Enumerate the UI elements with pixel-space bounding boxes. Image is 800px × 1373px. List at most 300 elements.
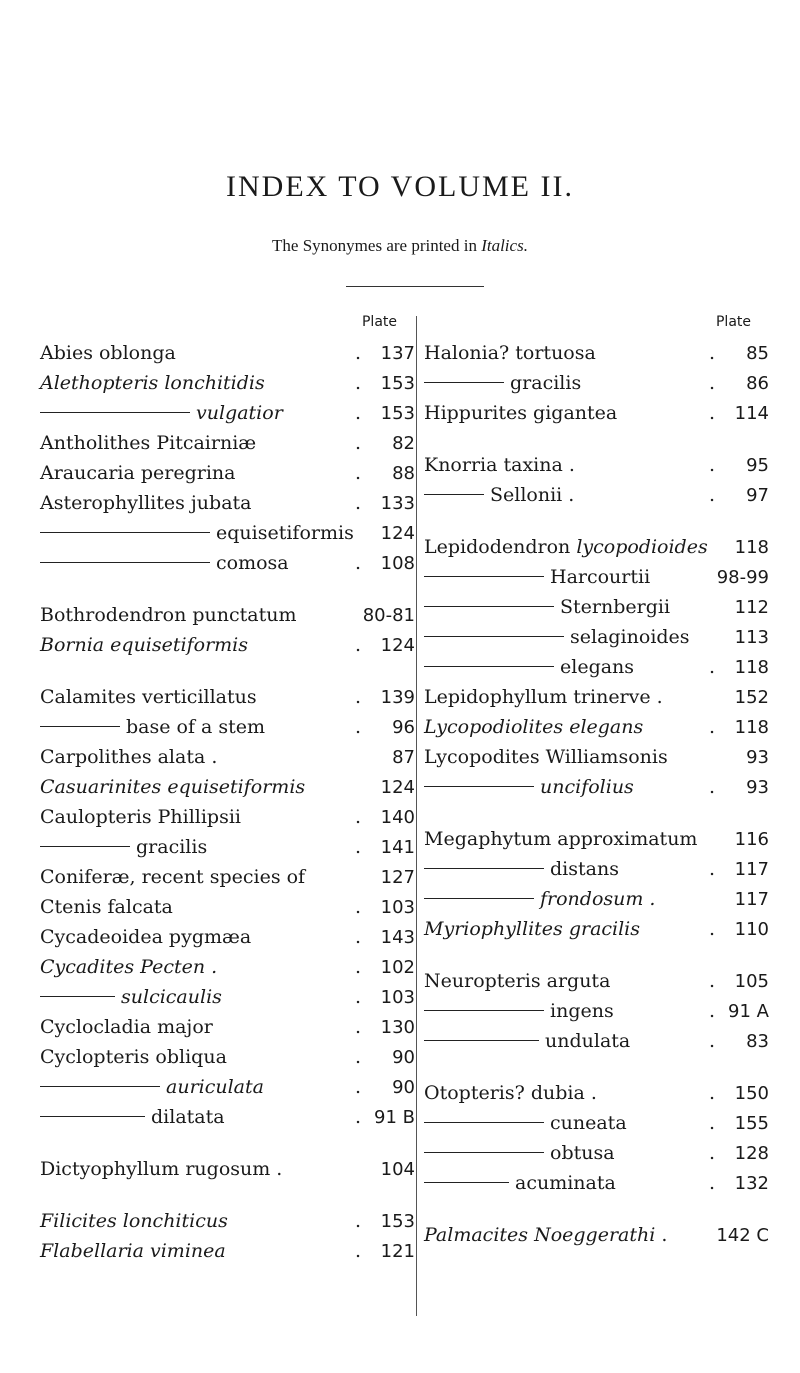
entry-text: equisetiformis [216, 522, 354, 544]
entry-text: Abies oblonga [40, 342, 176, 364]
entry-name [424, 480, 697, 510]
leader-dot: . [354, 1016, 362, 1038]
entry-text: Cycadites Pecten . [40, 956, 218, 978]
entry-text: distans [550, 858, 619, 880]
index-entry [40, 548, 415, 578]
index-entry [40, 1102, 415, 1132]
index-entry [40, 518, 415, 548]
plate-heading-right: Plate [715, 314, 751, 330]
plate-number: 118 [734, 717, 769, 738]
entry-text: Araucaria peregrina [40, 462, 236, 484]
ditto-dash [40, 562, 210, 563]
entry-name [424, 562, 687, 592]
index-entry [424, 824, 769, 854]
plate-number: 130 [380, 1017, 415, 1038]
entry-name [424, 854, 697, 884]
entry-text: Bothrodendron punctatum [40, 604, 297, 626]
plate-number: 152 [734, 687, 769, 708]
index-entry [40, 1072, 415, 1102]
entry-text: Sellonii . [490, 484, 575, 506]
ditto-dash [40, 1116, 145, 1117]
index-entry [424, 1138, 769, 1168]
ditto-dash [40, 1086, 160, 1087]
entry-name [40, 1206, 343, 1236]
entry-name [424, 592, 697, 622]
entry-text: base of a stem [126, 716, 266, 738]
entry-text-rest: . [655, 1224, 668, 1246]
entry-name [424, 1078, 697, 1108]
ditto-dash [424, 1010, 544, 1011]
subtitle [0, 236, 800, 256]
entry-text: comosa [216, 552, 289, 574]
entry-name [424, 682, 697, 712]
entry-name [40, 1102, 343, 1132]
plate-number: 141 [380, 837, 415, 858]
entry-name [40, 518, 354, 548]
entry-name [424, 712, 697, 742]
section-gap [40, 578, 415, 600]
entry-name [40, 398, 343, 428]
ditto-dash [40, 996, 115, 997]
section-gap [424, 1056, 769, 1078]
plate-number: 105 [734, 971, 769, 992]
plate-number: 97 [746, 485, 769, 506]
ditto-dash [40, 532, 210, 533]
ditto-dash [424, 1182, 509, 1183]
index-entry [424, 368, 769, 398]
leader-dot: . [708, 656, 716, 678]
index-entry [40, 922, 415, 952]
index-entry [424, 1168, 769, 1198]
index-entry [424, 712, 769, 742]
entry-text: ingens [550, 1000, 614, 1022]
entry-text: frondosum . [540, 888, 656, 910]
leader-dot: . [354, 1046, 362, 1068]
entry-text: Casuarinites equisetiformis [40, 776, 306, 798]
index-entry [40, 862, 415, 892]
leader-dot: . [708, 1082, 716, 1104]
index-entry [424, 532, 769, 562]
leader-dot: . [354, 634, 362, 656]
plate-number: 82 [392, 433, 415, 454]
index-entry [424, 592, 769, 622]
entry-name [424, 338, 697, 368]
plate-number: 83 [746, 1031, 769, 1052]
plate-number: 110 [734, 919, 769, 940]
leader-dot: . [354, 896, 362, 918]
entry-text: Dictyophyllum rugosum . [40, 1158, 283, 1180]
entry-text: Neuropteris arguta [424, 970, 611, 992]
plate-number: 117 [734, 889, 769, 910]
plate-number: 121 [380, 1241, 415, 1262]
plate-number: 127 [380, 867, 415, 888]
plate-number: 98-99 [716, 567, 769, 588]
leader-dot: . [708, 484, 716, 506]
plate-number: 103 [380, 897, 415, 918]
plate-number: 91 B [374, 1107, 415, 1128]
entry-text: Halonia? tortuosa [424, 342, 596, 364]
leader-dot: . [708, 342, 716, 364]
plate-number: 88 [392, 463, 415, 484]
entry-text: Carpolithes alata . [40, 746, 218, 768]
index-entry [40, 458, 415, 488]
entry-text: gracilis [136, 836, 208, 858]
leader-dot: . [708, 402, 716, 424]
entry-name [424, 1138, 697, 1168]
leader-dot: . [354, 492, 362, 514]
entry-text: Lycopodites Williamsonis [424, 746, 668, 768]
plate-number: 96 [392, 717, 415, 738]
subtitle-italic-word: Italics. [481, 236, 528, 255]
leader-dot: . [354, 1240, 362, 1262]
leader-dot: . [354, 926, 362, 948]
entry-text: Alethopteris lonchitidis [40, 372, 265, 394]
index-entry [424, 914, 769, 944]
index-entry [40, 802, 415, 832]
plate-number: 132 [734, 1173, 769, 1194]
index-entry [40, 338, 415, 368]
entry-text: Knorria taxina . [424, 454, 575, 476]
plate-number: 112 [734, 597, 769, 618]
plate-number: 155 [734, 1113, 769, 1134]
plate-number: 153 [380, 403, 415, 424]
entry-name [424, 532, 708, 562]
entry-name [424, 772, 697, 802]
leader-dot: . [354, 432, 362, 454]
index-entry [424, 398, 769, 428]
ditto-dash [424, 898, 534, 899]
index-entry [424, 1078, 769, 1108]
entry-name [424, 1026, 697, 1056]
plate-number: 93 [746, 777, 769, 798]
plate-number: 80-81 [362, 605, 415, 626]
index-entry [40, 428, 415, 458]
plate-number: 117 [734, 859, 769, 880]
index-entry [424, 450, 769, 480]
index-entry [424, 1026, 769, 1056]
entry-name [40, 630, 343, 660]
entry-text: Cyclopteris obliqua [40, 1046, 227, 1068]
ditto-dash [424, 1152, 544, 1153]
index-entry [40, 982, 415, 1012]
entry-name [424, 450, 697, 480]
index-entry [40, 488, 415, 518]
plate-number: 142 C [716, 1225, 769, 1246]
leader-dot: . [354, 342, 362, 364]
index-entry [424, 884, 769, 914]
index-entry [40, 368, 415, 398]
plate-number: 124 [380, 777, 415, 798]
entry-name [424, 884, 697, 914]
section-gap [40, 1184, 415, 1206]
entry-text: acuminata [515, 1172, 616, 1194]
leader-dot: . [708, 1172, 716, 1194]
entry-text-italic: lycopodioides [576, 536, 708, 558]
leader-dot: . [354, 686, 362, 708]
index-entry [40, 630, 415, 660]
ditto-dash [424, 868, 544, 869]
entry-name [40, 488, 343, 518]
plate-heading-left: Plate [361, 314, 397, 330]
entry-text: dilatata [151, 1106, 225, 1128]
index-entry [40, 832, 415, 862]
section-gap [424, 1198, 769, 1220]
plate-number: 85 [746, 343, 769, 364]
plate-number: 113 [734, 627, 769, 648]
leader-dot: . [708, 1000, 716, 1022]
entry-name [40, 428, 343, 458]
entry-text: Coniferæ, recent species of [40, 866, 306, 888]
entry-name [40, 338, 343, 368]
index-entry [424, 338, 769, 368]
ditto-dash [424, 786, 534, 787]
leader-dot: . [354, 552, 362, 574]
index-entry [424, 742, 769, 772]
leader-dot: . [708, 970, 716, 992]
section-gap [424, 944, 769, 966]
leader-dot: . [708, 372, 716, 394]
entry-name [40, 802, 343, 832]
entry-name [424, 622, 697, 652]
entry-text: undulata [545, 1030, 631, 1052]
entry-name [40, 982, 343, 1012]
entry-text: Flabellaria viminea [40, 1240, 226, 1262]
entry-text: Cycadeoidea pygmæa [40, 926, 252, 948]
plate-number: 133 [380, 493, 415, 514]
plate-number: 114 [734, 403, 769, 424]
leader-dot: . [708, 1030, 716, 1052]
entry-name [40, 548, 343, 578]
index-entry [40, 1206, 415, 1236]
entry-name [40, 1012, 343, 1042]
entry-name [40, 1042, 343, 1072]
section-gap [40, 660, 415, 682]
entry-text: gracilis [510, 372, 582, 394]
leader-dot: . [354, 806, 362, 828]
plate-number: 143 [380, 927, 415, 948]
plate-number: 102 [380, 957, 415, 978]
plate-number: 90 [392, 1047, 415, 1068]
index-entry [424, 772, 769, 802]
entry-name [40, 952, 343, 982]
leader-dot: . [708, 858, 716, 880]
ditto-dash [424, 636, 564, 637]
ditto-dash [424, 494, 484, 495]
entry-name [40, 832, 343, 862]
plate-number: 153 [380, 373, 415, 394]
leader-dot: . [708, 1112, 716, 1134]
ditto-dash [40, 846, 130, 847]
plate-number: 86 [746, 373, 769, 394]
plate-number: 116 [734, 829, 769, 850]
index-entry [424, 480, 769, 510]
ditto-dash [424, 1122, 544, 1123]
entry-text: Megaphytum approximatum [424, 828, 698, 850]
ditto-dash [424, 576, 544, 577]
entry-text: Bornia equisetiformis [40, 634, 248, 656]
leader-dot: . [354, 956, 362, 978]
leader-dot: . [354, 402, 362, 424]
leader-dot: . [708, 716, 716, 738]
ditto-dash [40, 412, 190, 413]
plate-number: 137 [380, 343, 415, 364]
entry-name [40, 892, 343, 922]
ditto-dash [424, 382, 504, 383]
section-gap [424, 428, 769, 450]
index-entry [424, 854, 769, 884]
plate-number: 139 [380, 687, 415, 708]
index-entry [40, 682, 415, 712]
entry-name [40, 742, 343, 772]
entry-name [40, 862, 343, 892]
index-entry [424, 1220, 769, 1250]
index-entry [424, 966, 769, 996]
plate-number: 87 [392, 747, 415, 768]
leader-dot: . [354, 462, 362, 484]
entry-text: Asterophyllites jubata [40, 492, 252, 514]
index-entry [40, 1012, 415, 1042]
entry-name [40, 1236, 343, 1266]
entry-text: cuneata [550, 1112, 627, 1134]
index-entry [40, 772, 415, 802]
leader-dot: . [354, 1210, 362, 1232]
entry-name [40, 458, 343, 488]
entry-name [424, 1108, 697, 1138]
plate-number: 104 [380, 1159, 415, 1180]
index-entry [40, 742, 415, 772]
plate-number: 128 [734, 1143, 769, 1164]
entry-name [424, 368, 697, 398]
entry-text: Cyclocladia major [40, 1016, 213, 1038]
entry-text: auriculata [166, 1076, 264, 1098]
page-title: INDEX TO VOLUME II. [226, 170, 574, 204]
entry-text: Harcourtii [550, 566, 651, 588]
entry-name [424, 966, 697, 996]
index-entry [40, 1236, 415, 1266]
index-entry [40, 600, 415, 630]
plate-number: 153 [380, 1211, 415, 1232]
entry-text: selaginoides [570, 626, 690, 648]
ditto-dash [424, 1040, 539, 1041]
index-entry [40, 398, 415, 428]
index-entry [424, 682, 769, 712]
index-column-right [424, 314, 769, 1250]
index-column-left [40, 314, 415, 1266]
section-gap [424, 802, 769, 824]
leader-dot: . [708, 1142, 716, 1164]
index-entry [424, 562, 769, 592]
entry-text: Antholithes Pitcairniæ [40, 432, 257, 454]
entry-name [40, 682, 343, 712]
entry-name [40, 600, 333, 630]
leader-dot: . [708, 918, 716, 940]
plate-number: 140 [380, 807, 415, 828]
leader-dot: . [354, 1076, 362, 1098]
entry-name [424, 914, 697, 944]
entry-name [40, 712, 343, 742]
leader-dot: . [354, 986, 362, 1008]
entry-text-italic: Palmacites Noeggerathi [424, 1224, 656, 1246]
index-entry [424, 996, 769, 1026]
plate-number: 124 [380, 635, 415, 656]
entry-text [424, 1224, 667, 1246]
index-entry [40, 952, 415, 982]
entry-name [424, 824, 697, 854]
index-entry [40, 892, 415, 922]
plate-number: 103 [380, 987, 415, 1008]
subtitle-text: The Synonymes are printed in [272, 236, 477, 255]
index-entry [424, 1108, 769, 1138]
ditto-dash [424, 606, 554, 607]
leader-dot: . [354, 1106, 362, 1128]
entry-text: Lycopodiolites elegans [424, 716, 644, 738]
entry-name [40, 922, 343, 952]
entry-text: Otopteris? dubia . [424, 1082, 597, 1104]
entry-text: sulcicaulis [121, 986, 222, 1008]
leader-dot: . [354, 716, 362, 738]
plate-number: 108 [380, 553, 415, 574]
plate-number: 90 [392, 1077, 415, 1098]
entry-name [424, 996, 697, 1026]
entry-text: obtusa [550, 1142, 615, 1164]
index-entry [40, 712, 415, 742]
section-gap [40, 1132, 415, 1154]
entry-text: Hippurites gigantea [424, 402, 618, 424]
entry-name [424, 1168, 697, 1198]
title-rule [346, 286, 484, 287]
leader-dot: . [708, 454, 716, 476]
entry-name [40, 1154, 343, 1184]
entry-text: Ctenis falcata [40, 896, 173, 918]
leader-dot: . [354, 836, 362, 858]
entry-text: Myriophyllites gracilis [424, 918, 641, 940]
entry-text: Sternbergii [560, 596, 671, 618]
entry-name [424, 1220, 686, 1250]
entry-text: Lepidodendron [424, 536, 577, 558]
entry-text: Filicites lonchiticus [40, 1210, 228, 1232]
index-entry [40, 1042, 415, 1072]
entry-text: Caulopteris Phillipsii [40, 806, 242, 828]
entry-text: elegans [560, 656, 635, 678]
entry-name [40, 1072, 343, 1102]
entry-name [40, 772, 343, 802]
entry-text: Calamites verticillatus [40, 686, 257, 708]
plate-number: 124 [380, 523, 415, 544]
entry-text: vulgatior [196, 402, 283, 424]
leader-dot: . [708, 776, 716, 798]
plate-number: 91 A [728, 1001, 769, 1022]
index-entry [424, 622, 769, 652]
index-entry [424, 652, 769, 682]
index-entry [40, 1154, 415, 1184]
entry-text: Lepidophyllum trinerve . [424, 686, 663, 708]
column-divider [416, 316, 417, 1316]
plate-number: 118 [734, 537, 769, 558]
plate-number: 93 [746, 747, 769, 768]
plate-number: 150 [734, 1083, 769, 1104]
entry-name [424, 652, 697, 682]
entry-text: uncifolius [540, 776, 634, 798]
entry-name [424, 398, 697, 428]
entry-name [424, 742, 697, 772]
plate-number: 118 [734, 657, 769, 678]
plate-number: 95 [746, 455, 769, 476]
ditto-dash [40, 726, 120, 727]
ditto-dash [424, 666, 554, 667]
entry-name [40, 368, 343, 398]
section-gap [424, 510, 769, 532]
leader-dot: . [354, 372, 362, 394]
